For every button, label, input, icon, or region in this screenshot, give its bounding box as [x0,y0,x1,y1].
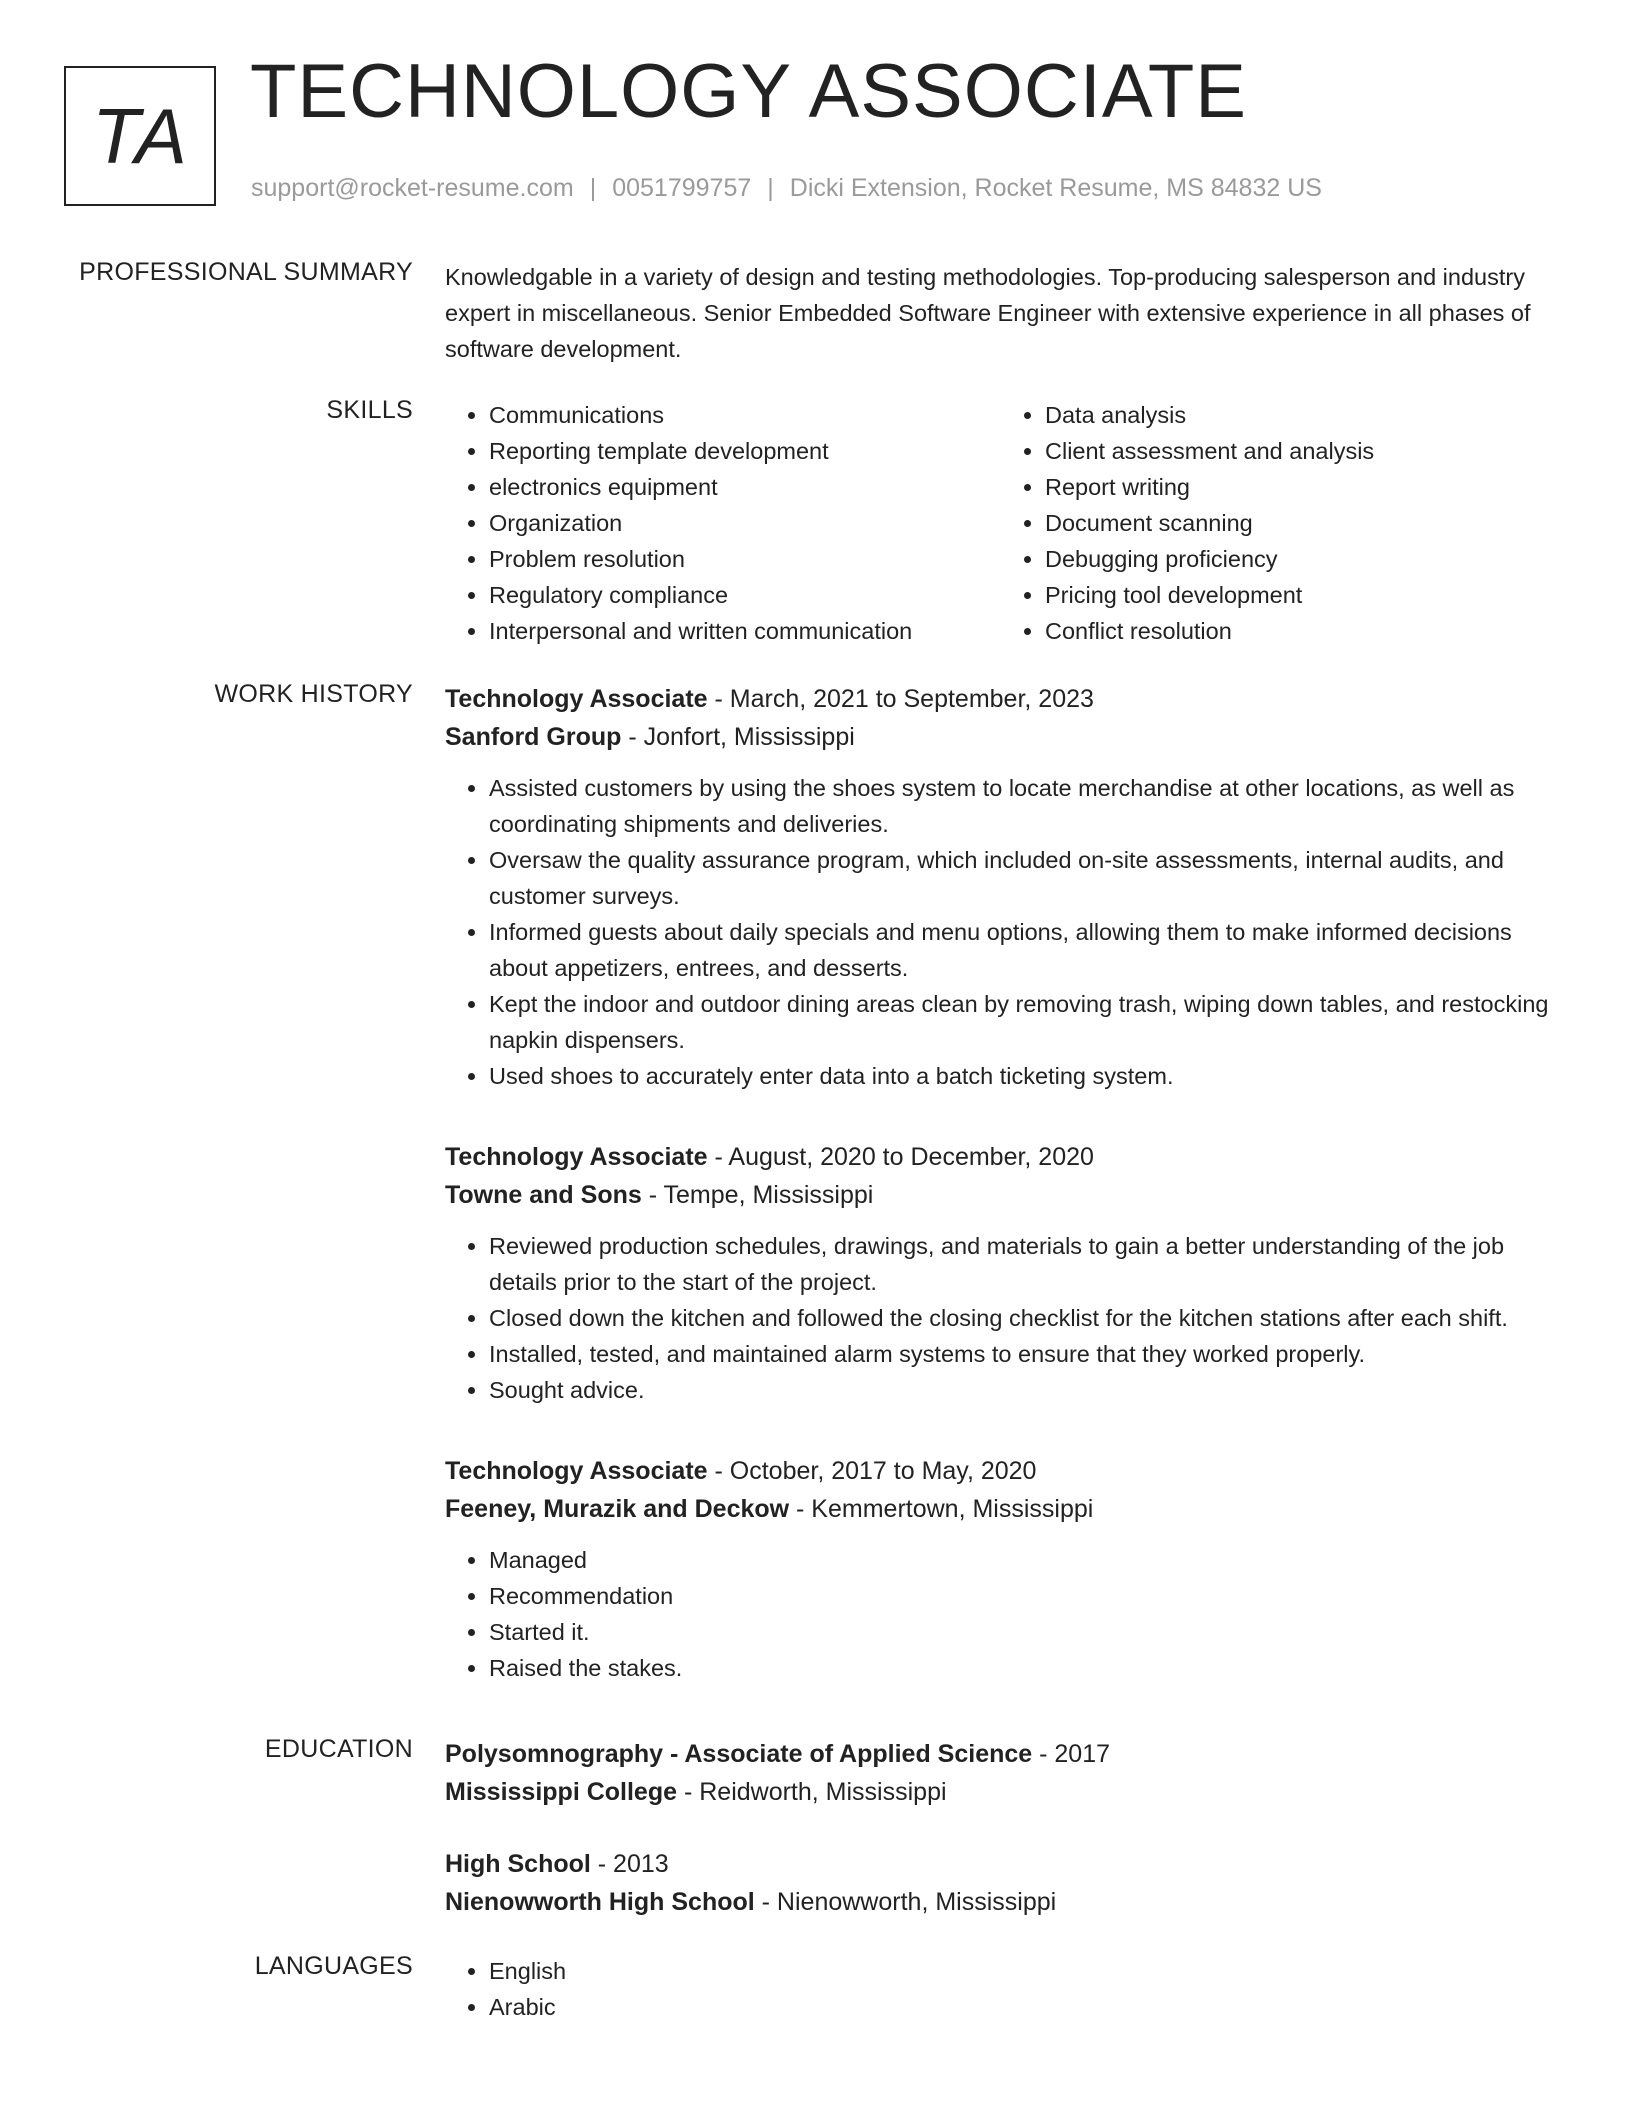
job-bullet: • Kept the indoor and outdoor dining areas clean by removing trash, wiping down tables, and restocking napkin dispensers. [489,986,1557,1058]
language-item: • English [489,1953,1557,1989]
job-title-line [445,1138,1557,1176]
resume-name: TECHNOLOGY ASSOCIATE [250,49,1247,134]
skill-item: • Data analysis [1045,397,1557,433]
job-bullet: • Sought advice. [489,1372,1557,1408]
school-name: Nienowworth High School [445,1888,755,1916]
section-label-education: EDUCATION [264,1735,413,1763]
job-title-line [445,680,1557,718]
skill-item: • electronics equipment [489,469,1001,505]
job-dates: - August, 2020 to December, 2020 [707,1143,1094,1171]
company-name: Towne and Sons [445,1181,642,1209]
contact-phone: 0051799757 [612,174,752,202]
job-bullet: • Reviewed production schedules, drawings, and materials to gain a better understanding of the job details prior to the start of the project. [489,1228,1557,1300]
job-bullets [445,1542,1557,1686]
degree-name: High School [445,1850,591,1878]
summary-text: Knowledgable in a variety of design and testing methodologies. Top-producing salesperson and industry expert in miscellaneous. Senior Embedded Software Engineer with extensive experience in all phases of software development. [445,264,1531,362]
job-bullet: • Raised the stakes. [489,1650,1557,1686]
job-bullets [445,1228,1557,1408]
company-location: - Jonfort, Mississippi [621,723,855,751]
job-title: Technology Associate [445,685,708,713]
skills-list-right [1001,397,1557,649]
degree-name: Polysomnography - Associate of Applied Science [445,1740,1033,1768]
job-bullet: • Oversaw the quality assurance program, which included on-site assessments, internal audits, and customer surveys. [489,842,1557,914]
job-bullets [445,770,1557,1094]
contact-separator: | [767,174,774,202]
job-bullet: • Managed [489,1542,1557,1578]
skill-item: • Regulatory compliance [489,577,1001,613]
job-bullet: • Informed guests about daily specials and menu options, allowing them to make informed decisions about appetizers, entrees, and desserts. [489,914,1557,986]
company-name: Feeney, Murazik and Deckow [445,1495,790,1523]
job-dates: - October, 2017 to May, 2020 [707,1457,1037,1485]
education-list [445,1735,1557,1921]
education-entry [445,1735,1557,1811]
education-entry [445,1845,1557,1921]
job-entry [445,680,1557,1094]
company-name: Sanford Group [445,723,622,751]
job-bullet: • Used shoes to accurately enter data into a batch ticketing system. [489,1058,1557,1094]
degree-line [445,1735,1557,1773]
skill-item: • Reporting template development [489,433,1001,469]
school-line [445,1773,1557,1811]
school-location: - Reidworth, Mississippi [677,1778,947,1806]
job-bullet: • Assisted customers by using the shoes system to locate merchandise at other locations, as well as coordinating shipments and deliveries. [489,770,1557,842]
company-line [445,1490,1557,1528]
job-entry [445,1138,1557,1408]
skill-item: • Interpersonal and written communication [489,613,1001,649]
language-item: • Arabic [489,1989,1557,2025]
school-line [445,1883,1557,1921]
section-label-skills: SKILLS [326,396,413,424]
company-location: - Tempe, Mississippi [641,1181,874,1209]
job-bullet: • Recommendation [489,1578,1557,1614]
degree-year: - 2017 [1032,1740,1111,1768]
section-label-languages: LANGUAGES [254,1952,413,1980]
job-title-line [445,1452,1557,1490]
section-label-work: WORK HISTORY [214,680,413,708]
jobs-list [445,680,1557,1686]
company-line [445,718,1557,756]
skill-item: • Pricing tool development [1045,577,1557,613]
job-title: Technology Associate [445,1457,708,1485]
languages-list [445,1953,1557,2025]
skill-item: • Problem resolution [489,541,1001,577]
contact-line [251,174,1322,203]
section-label-summary: PROFESSIONAL SUMMARY [79,258,413,286]
job-bullet: • Started it. [489,1614,1557,1650]
skills-columns [445,397,1557,649]
contact-separator: | [589,174,597,202]
job-bullet: • Installed, tested, and maintained alarm systems to ensure that they worked properly. [489,1336,1557,1372]
skills-list-left [445,397,1001,649]
monogram-box [64,66,216,206]
monogram-text: TA [92,91,188,180]
job-entry [445,1452,1557,1686]
company-line [445,1176,1557,1214]
skill-item: • Client assessment and analysis [1045,433,1557,469]
school-location: - Nienowworth, Mississippi [754,1888,1057,1916]
contact-address: Dicki Extension, Rocket Resume, MS 84832 US [789,174,1322,202]
degree-year: - 2013 [590,1850,669,1878]
degree-line [445,1845,1557,1883]
school-name: Mississippi College [445,1778,678,1806]
skill-item: • Organization [489,505,1001,541]
job-title: Technology Associate [445,1143,708,1171]
company-location: - Kemmertown, Mississippi [789,1495,1094,1523]
skill-item: • Debugging proficiency [1045,541,1557,577]
job-dates: - March, 2021 to September, 2023 [707,685,1094,713]
skill-item: • Document scanning [1045,505,1557,541]
skill-item: • Conflict resolution [1045,613,1557,649]
contact-email: support@rocket-resume.com [251,174,574,202]
skill-item: • Report writing [1045,469,1557,505]
skill-item: • Communications [489,397,1001,433]
job-bullet: • Closed down the kitchen and followed the closing checklist for the kitchen stations after each shift. [489,1300,1557,1336]
